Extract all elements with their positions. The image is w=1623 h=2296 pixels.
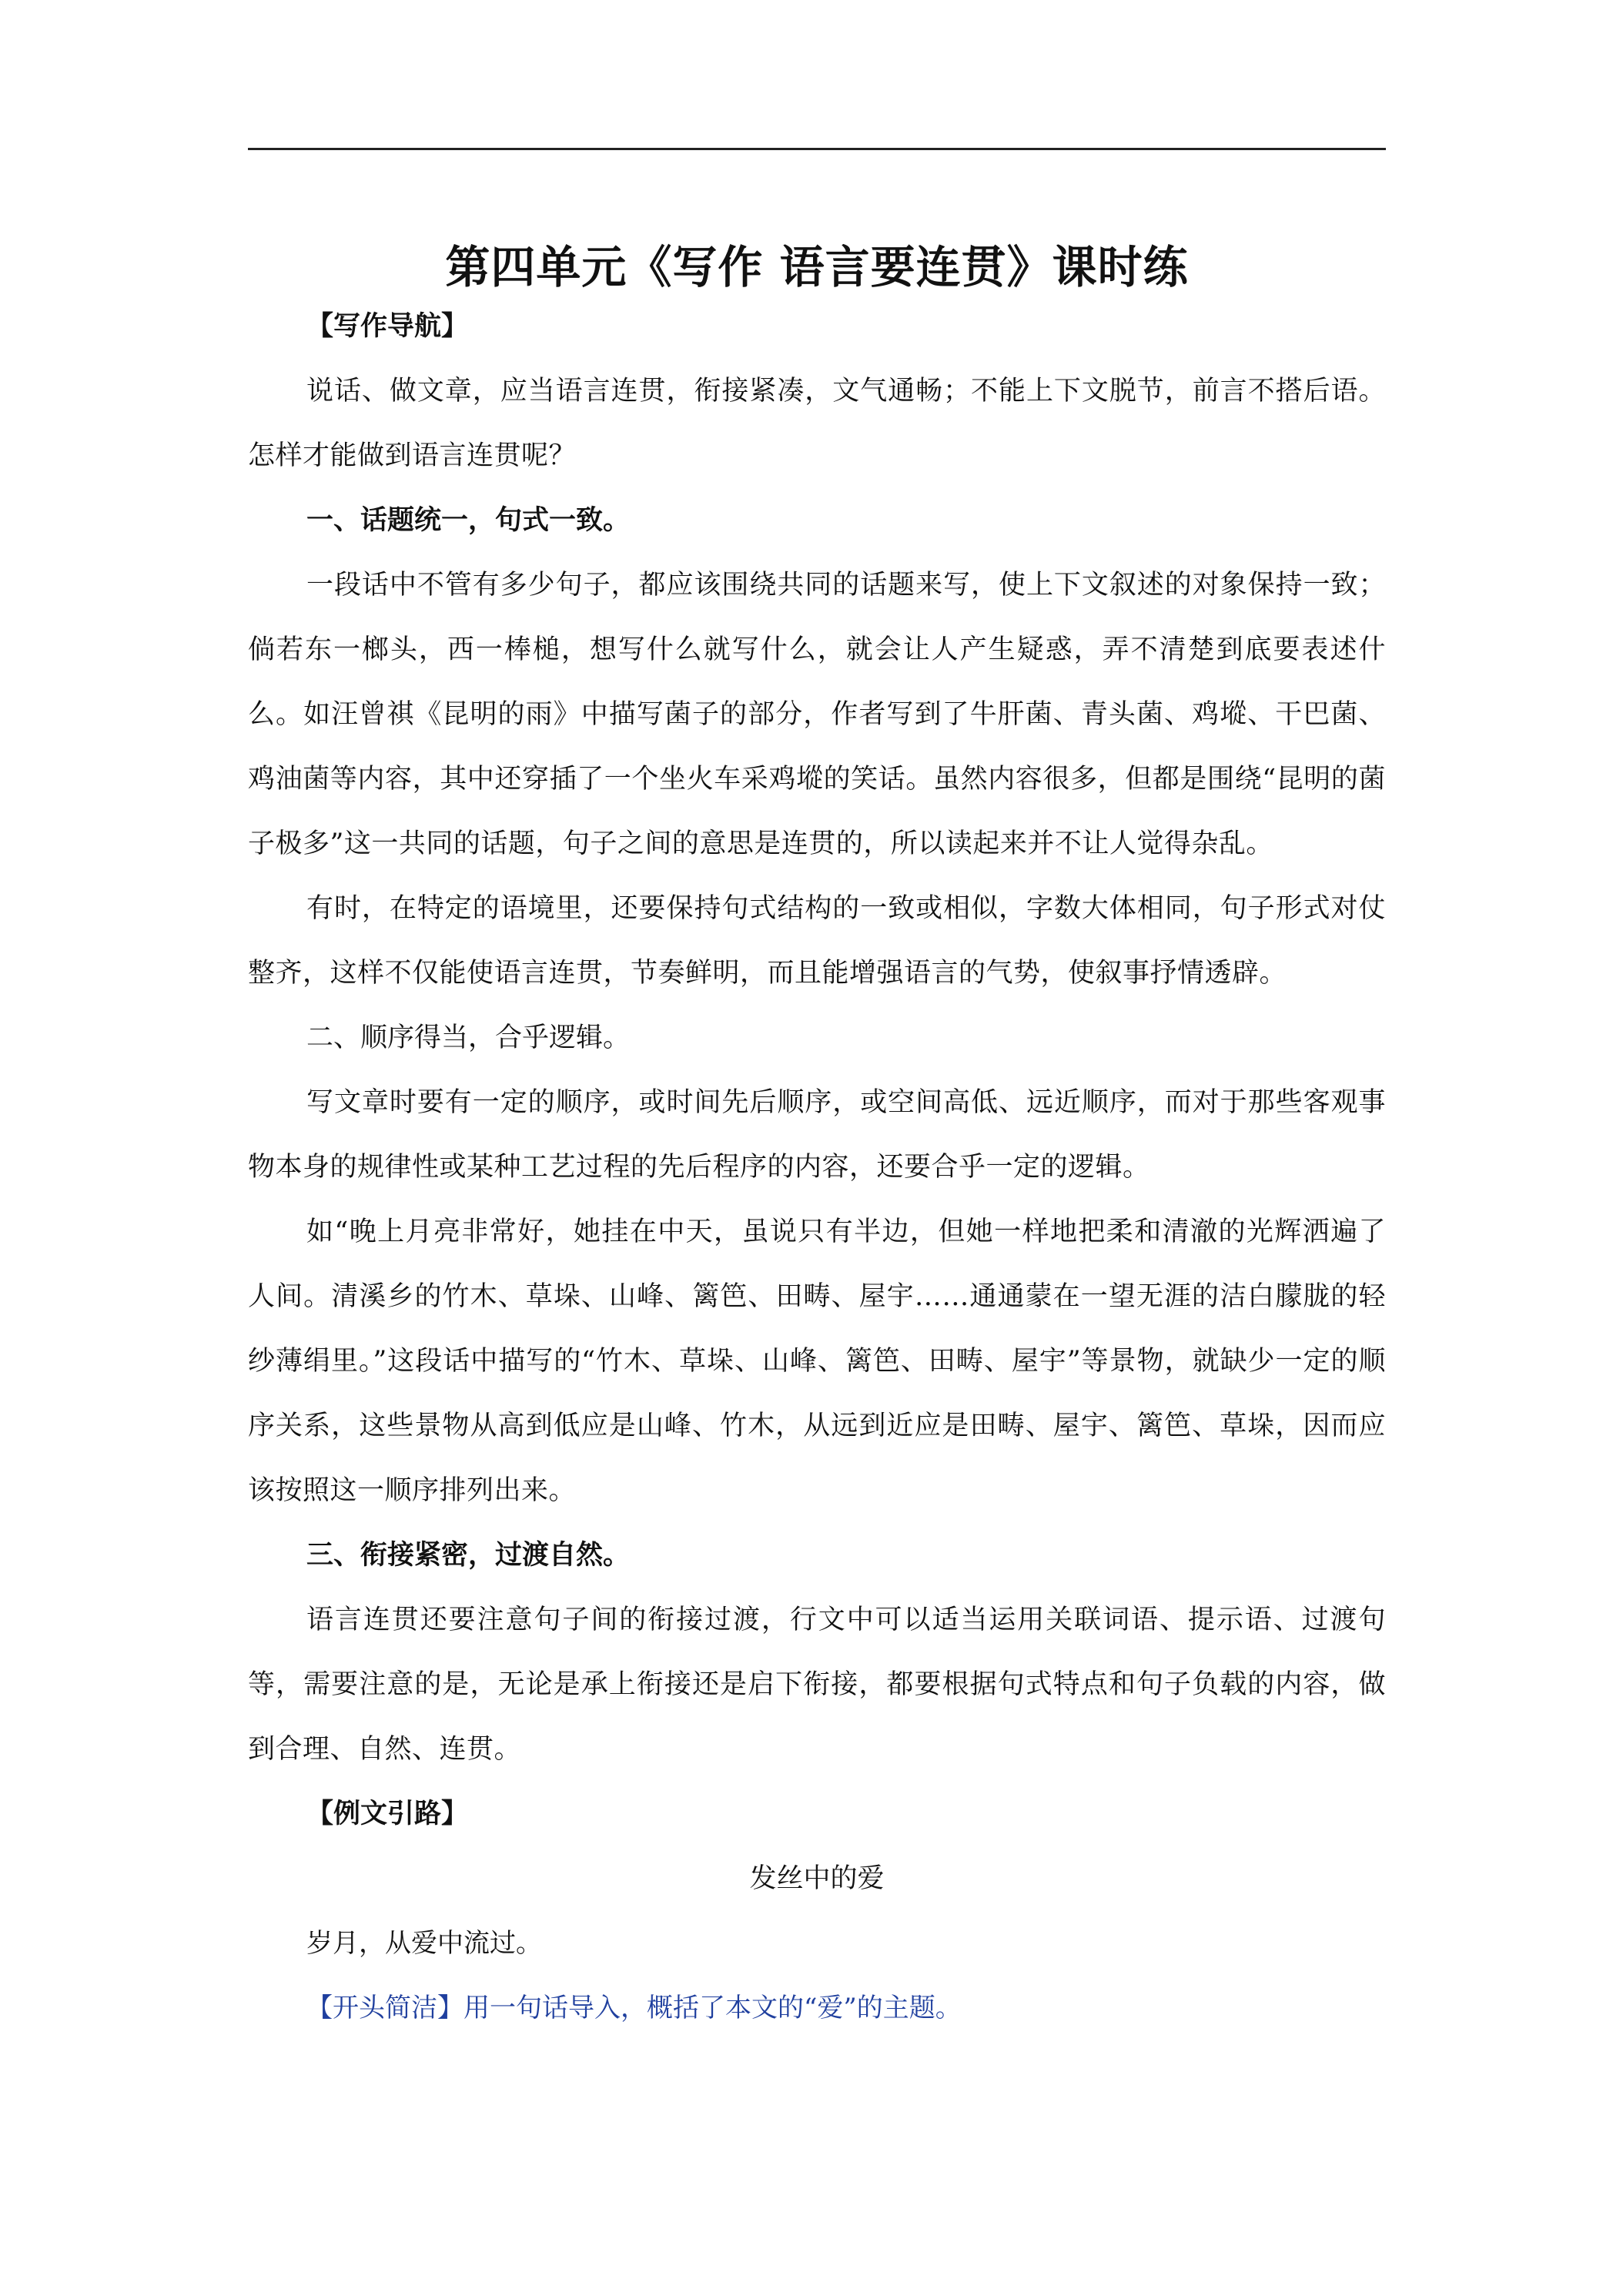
point-1-heading: 一、话题统一，句式一致。 [306, 505, 631, 536]
point-1-paragraph-2: 有时，在特定的语境里，还要保持句式结构的一致或相似，字数大体相同，句子形式对仗整齐，这样不仅能使语言连贯，节奏鲜明，而且能增强语言的气势，使叙事抒情透辟。 [248, 893, 1386, 989]
header-rule [248, 148, 1386, 150]
section-writing-guide: 【写作导航】 [306, 311, 469, 342]
article-annotation: 【开头简洁】用一句话导入，概括了本文的“爱”的主题。 [306, 1993, 962, 2023]
point-1-paragraph-1: 一段话中不管有多少句子，都应该围绕共同的话题来写，使上下文叙述的对象保持一致；倘若东一榔头，西一棒槌，想写什么就写什么，就会让人产生疑惑，弄不清楚到底要表述什么。如汪曾祺《昆明的雨》中描写菌子的部分，作者写到了牛肝菌、青头菌、鸡㙡、干巴菌、鸡油菌等内容，其中还穿插了一个坐火车采鸡㙡的笑话。虽然内容很多，但都是围绕“昆明的菌子极多”这一共同的话题，句子之间的意思是连贯的，所以读起来并不让人觉得杂乱。 [248, 570, 1386, 859]
point-2-heading: 二、顺序得当，合乎逻辑。 [306, 1022, 631, 1053]
page-title: 第四单元《写作 语言要连贯》课时练 [445, 240, 1189, 293]
article-line-1: 岁月，从爱中流过。 [306, 1928, 542, 1959]
point-3-heading: 三、衔接紧密，过渡自然。 [306, 1540, 631, 1571]
section-example: 【例文引路】 [306, 1799, 469, 1829]
point-3-paragraph-1: 语言连贯还要注意句子间的衔接过渡，行文中可以适当运用关联词语、提示语、过渡句等，需要注意的是，无论是承上衔接还是启下衔接，都要根据句式特点和句子负载的内容，做到合理、自然、连贯。 [248, 1605, 1386, 1765]
point-2-paragraph-2: 如“晚上月亮非常好，她挂在中天，虽说只有半边，但她一样地把柔和清澈的光辉洒遍了人间。清溪乡的竹木、草垛、山峰、篱笆、田畴、屋宇……通通蒙在一望无涯的洁白朦胧的轻纱薄绢里。”这段话中描写的“竹木、草垛、山峰、篱笆、田畴、屋宇”等景物，就缺少一定的顺序关系，这些景物从高到低应是山峰、竹木，从远到近应是田畴、屋宇、篱笆、草垛，因而应该按照这一顺序排列出来。 [248, 1217, 1386, 1506]
point-2-paragraph-1: 写文章时要有一定的顺序，或时间先后顺序，或空间高低、远近顺序，而对于那些客观事物本身的规律性或某种工艺过程的先后程序的内容，还要合乎一定的逻辑。 [248, 1087, 1386, 1183]
article-title: 发丝中的爱 [749, 1863, 885, 1894]
intro-paragraph: 说话、做文章，应当语言连贯，衔接紧凑，文气通畅；不能上下文脱节，前言不搭后语。怎样才能做到语言连贯呢？ [248, 376, 1386, 471]
document-body [248, 294, 1386, 2040]
